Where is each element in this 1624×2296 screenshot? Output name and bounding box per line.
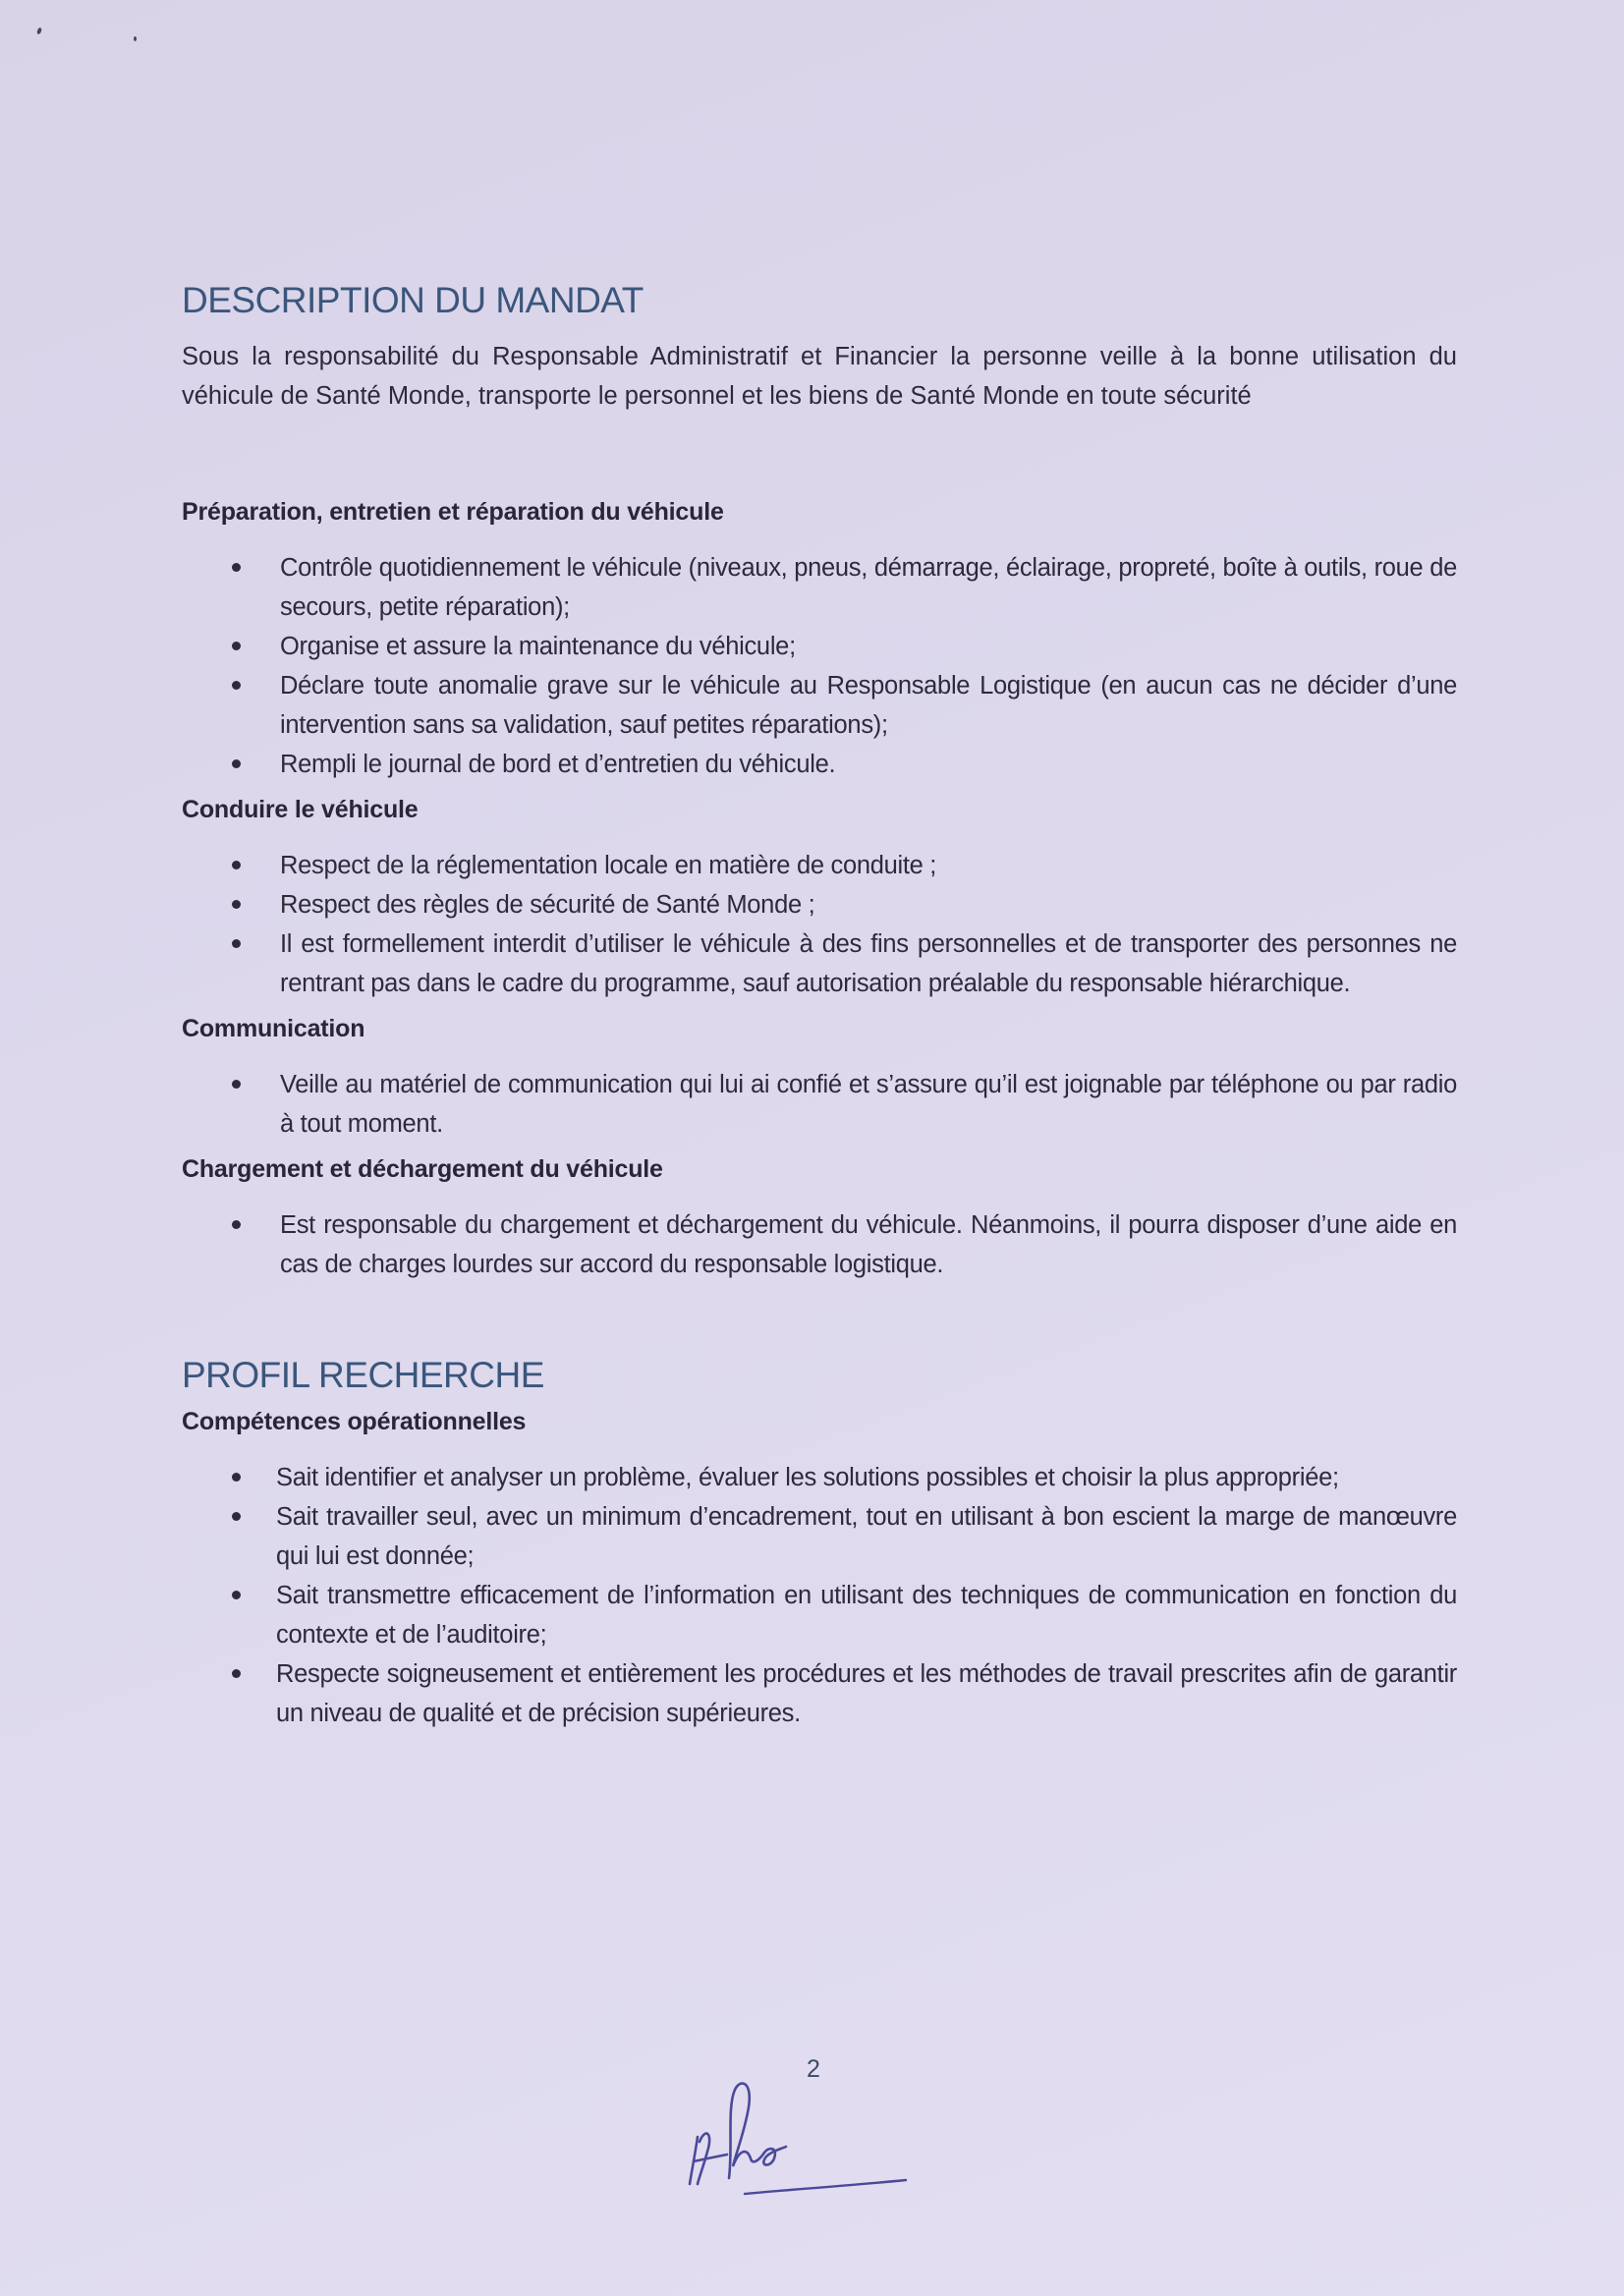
list-item	[182, 846, 1457, 885]
document-page	[182, 280, 1457, 1733]
preparation-list	[182, 548, 1457, 784]
section-title-description: DESCRIPTION DU MANDAT	[182, 280, 644, 320]
bullet-icon	[232, 861, 241, 869]
list-item	[182, 1654, 1457, 1733]
section-title-profil: PROFIL RECHERCHE	[182, 1355, 544, 1395]
subsection-heading-chargement: Chargement et déchargement du véhicule	[182, 1155, 663, 1183]
list-item-text: Organise et assure la maintenance du véhicule;	[280, 633, 796, 660]
bullet-icon	[232, 1473, 241, 1482]
bullet-icon	[232, 642, 241, 650]
list-item	[182, 1458, 1457, 1497]
conduite-list	[182, 846, 1457, 1003]
list-item	[182, 885, 1457, 924]
list-item	[182, 745, 1457, 784]
list-item	[182, 1065, 1457, 1144]
page-number: 2	[807, 2055, 820, 2083]
list-item-text: Rempli le journal de bord et d’entretien du véhicule.	[280, 751, 836, 778]
list-item-text: Déclare toute anomalie grave sur le véhicule au Responsable Logistique (en aucun cas ne décider d’une intervention sans sa validation, sauf petites réparations);	[280, 672, 1457, 739]
bullet-icon	[232, 900, 241, 909]
list-item-text: Il est formellement interdit d’utiliser le véhicule à des fins personnelles et de transporter des personnes ne rentrant pas dans le cadre du programme, sauf autorisation préalable du responsable hiérarchique.	[280, 930, 1457, 997]
chargement-list	[182, 1205, 1457, 1284]
list-item	[182, 1205, 1457, 1284]
paper-speck	[36, 28, 42, 35]
subsection-heading-communication: Communication	[182, 1015, 365, 1042]
list-item	[182, 1497, 1457, 1576]
paper-speck	[134, 36, 137, 41]
list-item-text: Sait transmettre efficacement de l’information en utilisant des techniques de communication en fonction du contexte et de l’auditoire;	[276, 1582, 1457, 1649]
list-item	[182, 627, 1457, 666]
list-item-text: Est responsable du chargement et déchargement du véhicule. Néanmoins, il pourra disposer d’une aide en cas de charges lourdes sur accord du responsable logistique.	[280, 1211, 1457, 1278]
bullet-icon	[232, 681, 241, 690]
subsection-heading-competences: Compétences opérationnelles	[182, 1408, 527, 1435]
bullet-icon	[232, 1220, 241, 1229]
bullet-icon	[232, 563, 241, 572]
list-item-text: Contrôle quotidiennement le véhicule (niveaux, pneus, démarrage, éclairage, propreté, boîte à outils, roue de secours, petite réparation);	[280, 554, 1457, 621]
list-item-text: Respect des règles de sécurité de Santé Monde ;	[280, 891, 815, 919]
list-item	[182, 924, 1457, 1003]
bullet-icon	[232, 759, 241, 768]
list-item	[182, 548, 1457, 627]
bullet-icon	[232, 1591, 241, 1599]
bullet-icon	[232, 1669, 241, 1678]
list-item-text: Respect de la réglementation locale en matière de conduite ;	[280, 852, 937, 879]
list-item-text: Respecte soigneusement et entièrement les procédures et les méthodes de travail prescrites afin de garantir un niveau de qualité et de précision supérieures.	[276, 1660, 1457, 1727]
subsection-heading-conduite: Conduire le véhicule	[182, 796, 419, 823]
bullet-icon	[232, 1512, 241, 1521]
list-item	[182, 1576, 1457, 1654]
mandate-intro: Sous la responsabilité du Responsable Administratif et Financier la personne veille à la bonne utilisation du véhicule de Santé Monde, transporte le personnel et les biens de Santé Monde en toute sécurité	[182, 343, 1457, 410]
bullet-icon	[232, 1080, 241, 1089]
signature-icon	[688, 2068, 924, 2196]
list-item	[182, 666, 1457, 745]
bullet-icon	[232, 939, 241, 948]
subsection-heading-preparation: Préparation, entretien et réparation du véhicule	[182, 498, 724, 526]
competences-list	[182, 1458, 1457, 1733]
list-item-text: Sait travailler seul, avec un minimum d’encadrement, tout en utilisant à bon escient la marge de manœuvre qui lui est donnée;	[276, 1503, 1457, 1570]
communication-list	[182, 1065, 1457, 1144]
list-item-text: Veille au matériel de communication qui lui ai confié et s’assure qu’il est joignable par téléphone ou par radio à tout moment.	[280, 1071, 1457, 1138]
list-item-text: Sait identifier et analyser un problème, évaluer les solutions possibles et choisir la plus appropriée;	[276, 1464, 1339, 1491]
